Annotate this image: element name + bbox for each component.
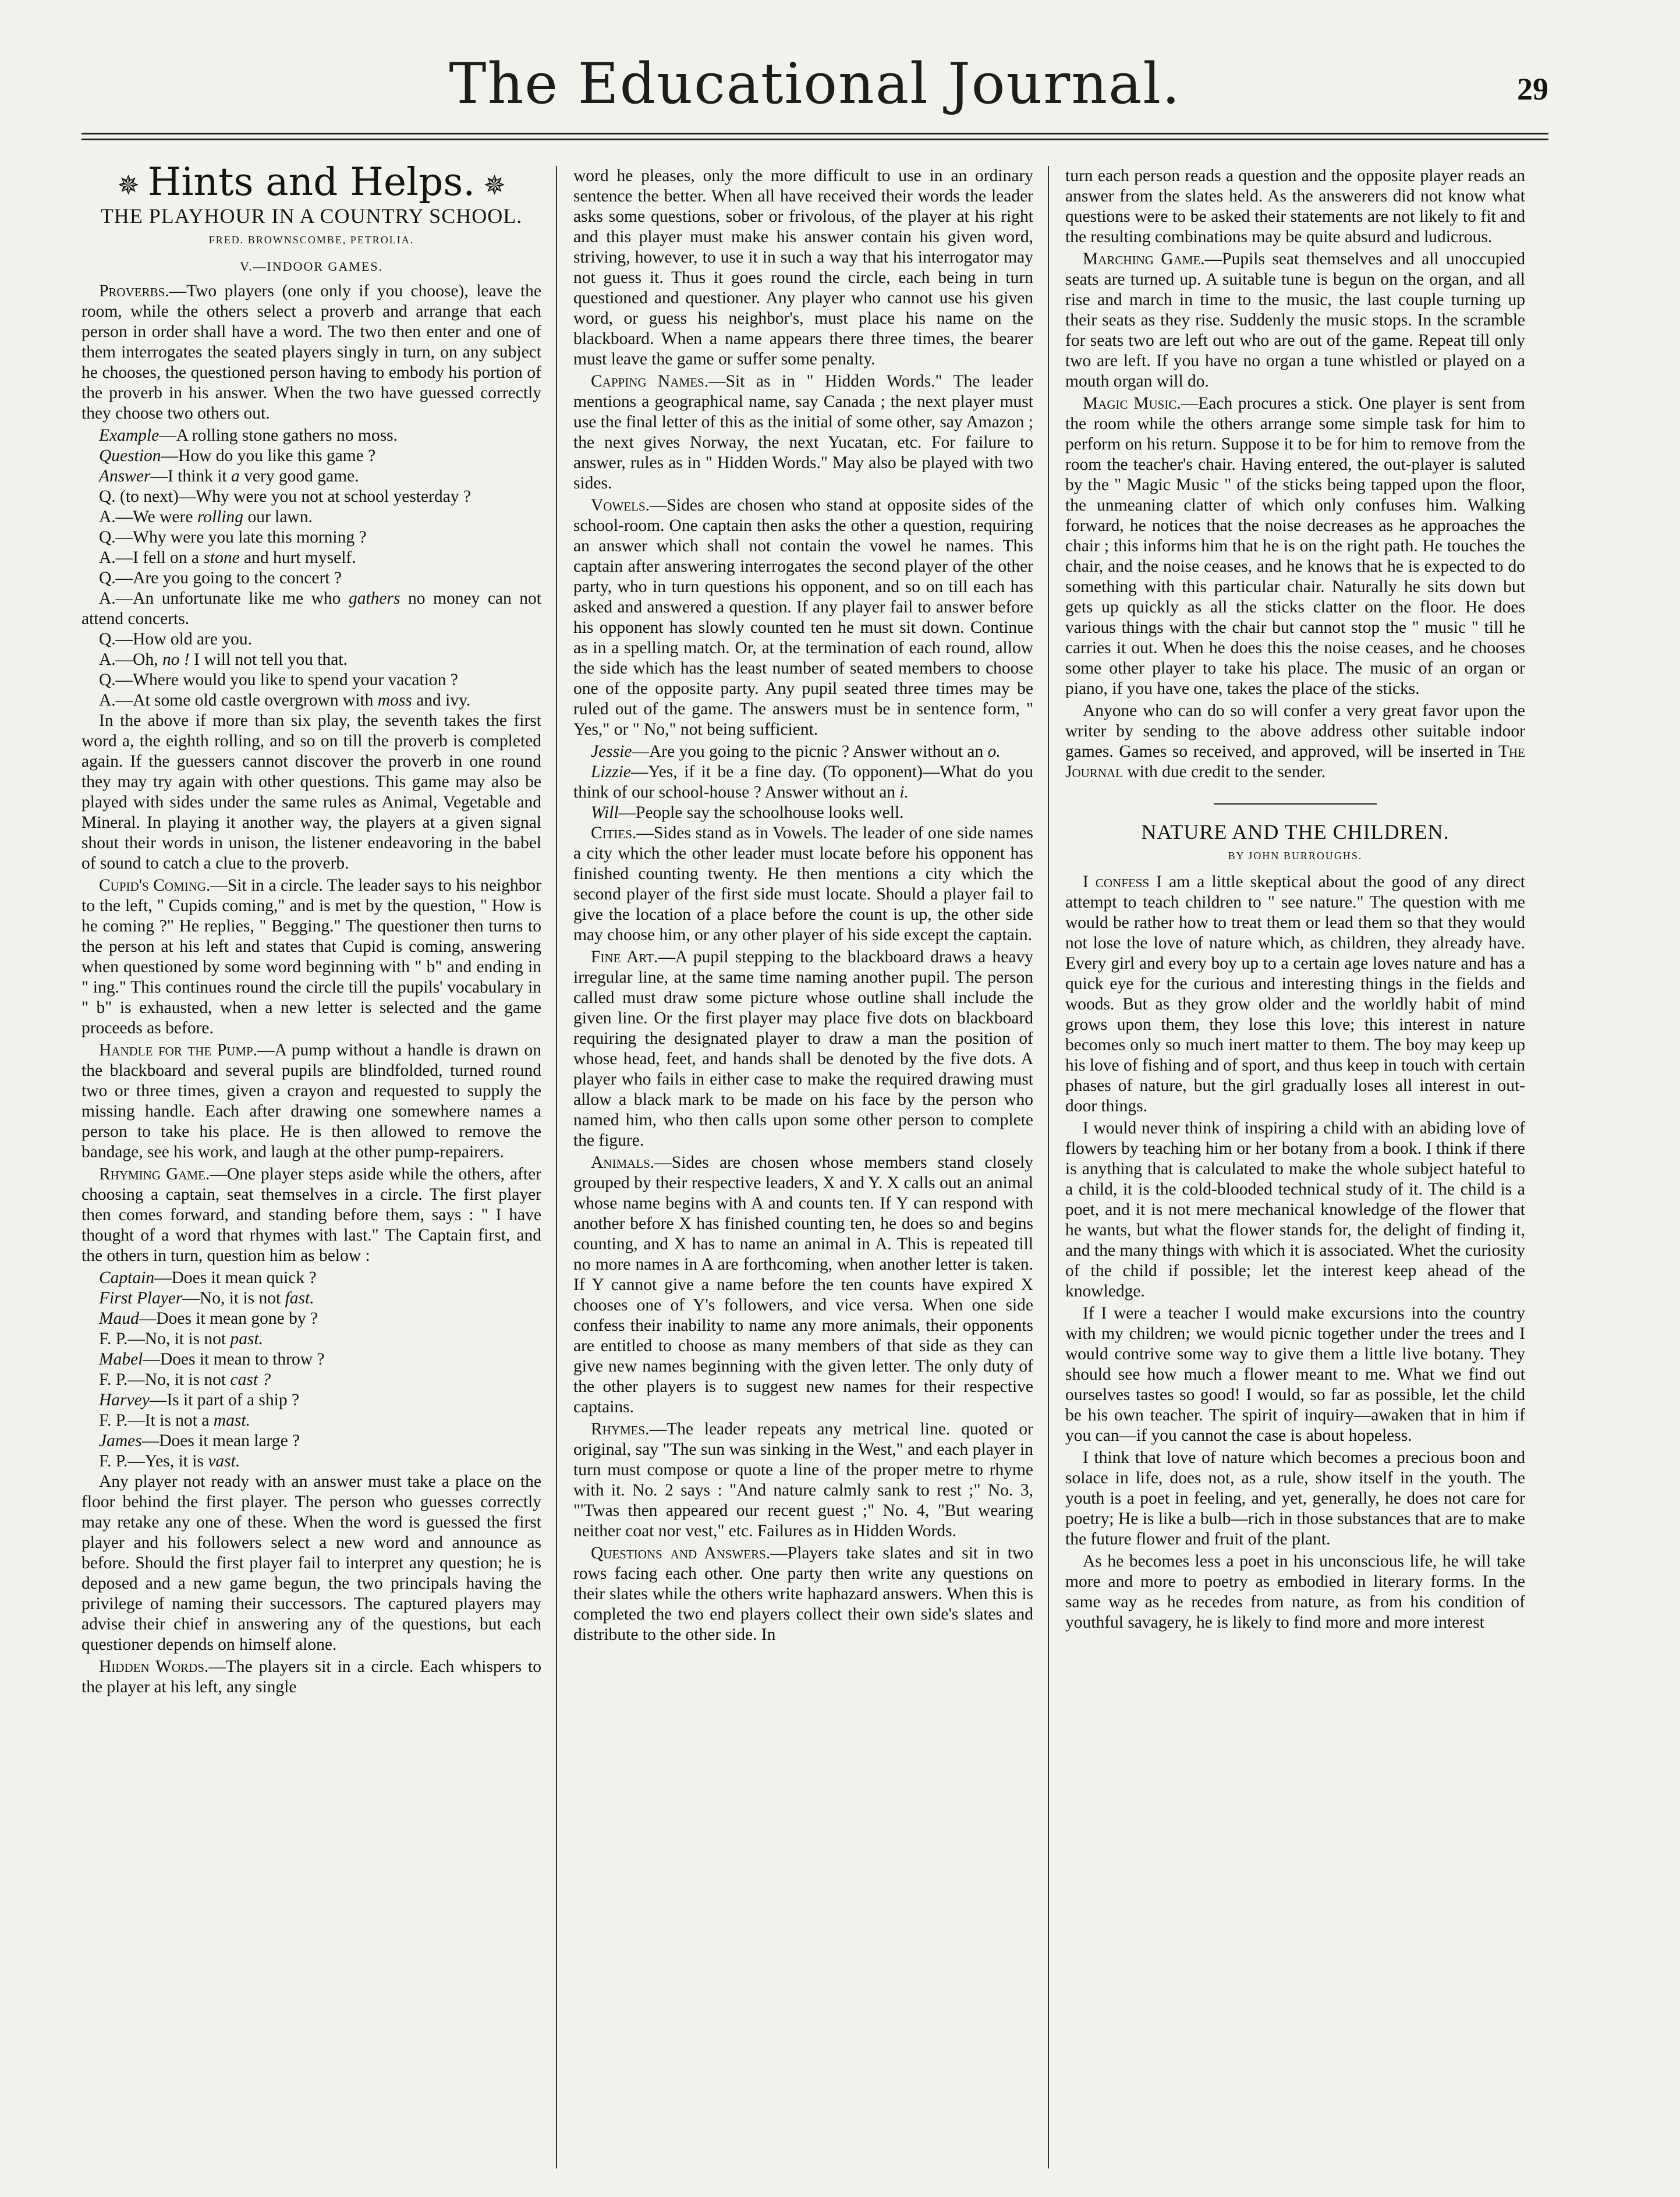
- nature-article-byline: BY JOHN BURROUGHS.: [1228, 850, 1363, 862]
- dialogue-line: First Player—No, it is not fast.: [99, 1288, 314, 1307]
- paragraph-nature-1: I confess I am a little skeptical about the good of any direct attempt to teach children to " see nature." The question with me would be rather how to treat them or lead them so that they would not lose the love of nature which, as children, they already have. Every girl and every boy up to a certain age loves nature and has a quick eye for the curious and interesting things in the fields and woods. But as they grow older and the worldly habit of mind grows upon them, they lose this love; this interest in nature becomes only so much inert matter to them. The boy may keep up his love of fishing and of sport, and thus keep in touch with certain phases of nature, but the girl gradually loses all interest in out-door things.: [1065, 873, 1525, 1115]
- paragraph-marching-game: Marching Game.—Pupils seat themselves and all unoccupied seats are turned up. A suitable tune is begun on the organ, and all rise and march in time to the music, the last couple turning up their seats as they rise. Suddenly the music stops. In the scramble for seats two are left out who are out of the game. Repeat till only two are left. If you have no organ a tune whistled or played on a mouth organ will do.: [1065, 250, 1525, 391]
- paragraph-vowels: Vowels.—Sides are chosen who stand at opposite sides of the school-room. One captain then asks the other a question, requiring an answer which shall not contain the vowel he names. This captain after answering interrogates the second player of the other party, who in turn questions his opponent, and so on till each has asked and answered a question. If any player fail to answer before his opponent has slowly counted ten he must sit down. Continue as in a spelling match. Or, at the termination of each round, allow the side which has the least number of seated members to choose one of the opposite party. Any pupil seated three times may be ruled out of the game. The answers must be in sentence form, " Yes," or " No," not being sufficient.: [573, 496, 1033, 739]
- masthead: [81, 35, 1548, 122]
- dialogue-line: Answer—I think it a very good game.: [99, 466, 359, 486]
- dialogue-line: Will—People say the schoolhouse looks well.: [591, 803, 904, 822]
- dialogue-line: A.—At some old castle overgrown with moss and ivy.: [99, 690, 471, 710]
- paragraph-cities: Cities.—Sides stand as in Vowels. The leader of one side names a city which the other leader must locate before his opponent has finished counting twenty. He then mentions a city which the second player of the first side must locate. Should a player fail to give the location of a place before the count is up, the other side may choose him, or any other player of his side except the captain.: [573, 824, 1033, 944]
- ornament-left-icon: ✵: [117, 169, 140, 201]
- column-divider-1: [556, 166, 557, 2168]
- paragraph-animals: Animals.—Sides are chosen whose members stand closely grouped by their respective leaders, X and Y. X calls out an animal whose name begins with A and counts ten. If Y can respond with another before X has finished counting ten, he does so and begins counting, and X has to name an animal in A. This is repeated till no more names in A are forthcoming, when another letter is taken. If Y cannot give a name before the ten counts have expired X chooses one of Y's followers, and vice versa. When one side confess their inability to name any more animals, their opponents are entitled to choose as many members of that side as they can give new names beginning with the given letter. The only duty of the other players is to suggest new names for their respective captains.: [573, 1153, 1033, 1416]
- article-byline: FRED. BROWNSCOMBE, PETROLIA.: [208, 233, 414, 246]
- dialogue-line: Q.—Are you going to the concert ?: [99, 568, 342, 587]
- article-subtitle: V.—INDOOR GAMES.: [239, 258, 384, 274]
- dialogue-line: Harvey—Is it part of a ship ?: [99, 1390, 300, 1409]
- paragraph-questions-answers: Questions and Answers.—Players take slates and sit in two rows facing each other. One party then write any questions on their slates while the others write haphazard answers. When this is completed the two end players collect their own side's slates and distribute to the other side. In: [573, 1544, 1033, 1644]
- masthead-rule-bottom: [81, 139, 1548, 140]
- paragraph-hidden-words-cont: word he pleases, only the more difficult to use in an ordinary sentence the better. When all have received their words the leader asks some questions, sober or frivolous, of the player at his right and this player must make his answer contain his given word, striving, however, to use it in such a way that his interrogator may not guess it. Thus it goes round the circle, each being in turn questioned and questioner. Any player who cannot use his given word, or guess his neighbor's, must place his name on the blackboard. When a name appears there three times, the bearer must leave the game or suffer some penalty.: [573, 166, 1033, 368]
- column-2: [573, 166, 1033, 2168]
- masthead-rule-top: [81, 133, 1548, 134]
- paragraph-above: In the above if more than six play, the seventh takes the first word a, the eighth rolling, and so on till the proverb is completed again. If the guessers cannot discover the proverb in one round they may try again with other questions. This game may also be played with sides under the same rules as Animal, Vegetable and Mineral. In playing it another way, the players at a given signal shout their words in unison, the listener endeavoring in the babel of sound to catch a clue to the proverb.: [81, 711, 541, 873]
- paragraph-rhyming-game: Rhyming Game.—One player steps aside while the others, after choosing a captain, seat themselves in a circle. The first player then comes forward, and standing before them, says : " I have thought of a word that rhymes with last." The Captain first, and the others in turn, question him as below :: [81, 1164, 541, 1265]
- dialogue-line: Q. (to next)—Why were you not at school yesterday ?: [99, 487, 471, 506]
- paragraph-nature-5: As he becomes less a poet in his unconscious life, he will take more and more to poetry as embodied in literary forms. In the same way as he recedes from nature, as from his condition of youthful savagery, he is likely to find more and more interest: [1065, 1552, 1525, 1632]
- paragraph-nature-3: If I were a teacher I would make excursions into the country with my children; we would picnic together under the trees and I would contrive some way to give them a little live botany. They should see how much a flower meant to me. What we find out ourselves tastes so good! I would, so far as possible, let the child be his own teacher. The spirit of inquiry—awaken that in him if you can—if you cannot the case is about hopeless.: [1065, 1304, 1525, 1445]
- paragraph-questions-answers-cont: turn each person reads a question and the opposite player reads an answer from the slates held. As the answerers did not know what questions were to be asked their statements are not likely to fit and the resulting combinations may be quite absurd and ludicrous.: [1065, 166, 1525, 246]
- section-divider: [1214, 803, 1377, 805]
- paragraph-request: Anyone who can do so will confer a very great favor upon the writer by sending to the above address other suitable indoor games. Games so received, and approved, will be inserted in The Journal with due credit to the sender.: [1065, 701, 1525, 781]
- dialogue-line: F. P.—It is not a mast.: [99, 1411, 250, 1430]
- article-title: THE PLAYHOUR IN A COUNTRY SCHOOL.: [100, 204, 523, 228]
- dialogue-line: Jessie—Are you going to the picnic ? Answer without an o.: [591, 742, 1001, 761]
- paragraph-cupids-coming: Cupid's Coming.—Sit in a circle. The leader says to his neighbor to the left, " Cupids coming," and is met by the question, " How is he coming ?" He replies, " Begging." The questioner then turns to the person at his left and states that Cupid is coming, answering when questioned by some word beginning with " b" and ending in " ing." This continues round the circle till the pupils' vocabulary in " b" is exhausted, when a new letter is selected and the game proceeds as before.: [81, 876, 541, 1037]
- nature-article-title: NATURE AND THE CHILDREN.: [1141, 820, 1449, 844]
- paragraph-handle-pump: Handle for the Pump.—A pump without a handle is drawn on the blackboard and several pupils are blindfolded, turned round two or three times, given a crayon and requested to supply the missing handle. Each after drawing one somewhere names a person to take his place. He is then allowed to remove the bandage, see his work, and laugh at the other pump-repairers.: [81, 1040, 541, 1161]
- dialogue-line: Maud—Does it mean gone by ?: [99, 1309, 318, 1328]
- dialogue-line: A.—I fell on a stone and hurt myself.: [99, 548, 356, 567]
- dialogue-line: A.—An unfortunate like me who gathers no money can not attend concerts.: [81, 589, 541, 628]
- paragraph-magic-music: Magic Music.—Each procures a stick. One player is sent from the room while the others arrange some simple task for him to perform on his return. Suppose it to be for him to remove from the room the teacher's chair. Having entered, the out-player is saluted by the " Magic Music " of the sticks being tapped upon the floor, the unmeaning clatter of which only confuses him. Walking forward, he notices that the noise decreases as he approaches the chair ; this informs him that he is on the right path. He touches the chair, and the noise ceases, and he knows that he is expected to do something with this particular chair. Naturally he sits down but gets up quickly as all the sticks clatter on the floor. He does various things with the chair but cannot stop the " music " till he carries it out. When he does this the noise ceases, and he chooses some other player to take his place. The music of an organ or piano, if you have one, takes the place of the sticks.: [1065, 394, 1525, 698]
- paragraph-fine-art: Fine Art.—A pupil stepping to the blackboard draws a heavy irregular line, at the same time naming another pupil. The person called must draw some picture whose outline shall include the given line. Or the first player may place five dots on blackboard requiring the designated player to draw a man the position of whose head, feet, and hands shall be denoted by the five dots. A player who fails in either case to make the required drawing must allow a black mark to be made on his face by the person who named him, who then calls upon some other person to complete the figure.: [573, 948, 1033, 1150]
- column-divider-2: [1048, 166, 1049, 2168]
- dialogue-line: James—Does it mean large ?: [99, 1431, 300, 1450]
- page-number: 29: [1517, 72, 1548, 107]
- paragraph-nature-4: I think that love of nature which becomes a precious boon and solace in life, does not, as a rule, show itself in the youth. The youth is a poet in feeling, and yet, generally, he does not care for poetry; He is like a bulb—rich in those substances that are to make the future flower and fruit of the plant.: [1065, 1448, 1525, 1548]
- ornament-right-icon: ✵: [483, 169, 506, 201]
- dialogue-line: F. P.—No, it is not past.: [99, 1329, 264, 1348]
- dialogue-line: Lizzie—Yes, if it be a fine day. (To opponent)—What do you think of our school-house ? Answer without an i.: [573, 763, 1033, 802]
- dialogue-line: Mabel—Does it mean to throw ?: [99, 1349, 325, 1369]
- journal-title: The Educational Journal.: [449, 51, 1181, 116]
- dialogue-line: A.—We were rolling our lawn.: [99, 507, 313, 526]
- paragraph-hidden-words: Hidden Words.—The players sit in a circle. Each whispers to the player at his left, any single: [81, 1657, 541, 1696]
- paragraph-proverbs: Proverbs.—Two players (one only if you choose), leave the room, while the others select a proverb and arrange that each person in order shall have a word. The two then enter and one of them interrogates the seated players singly in turn, on any subject he chooses, the questioned person having to embody his portion of the proverb in his answer. When the two have guessed correctly they choose two others out.: [81, 281, 541, 423]
- dialogue-line: F. P.—No, it is not cast ?: [99, 1370, 271, 1389]
- dialogue-line: Q.—Where would you like to spend your vacation ?: [99, 670, 458, 689]
- paragraph-nature-2: I would never think of inspiring a child with an abiding love of flowers by teaching him or her botany from a book. I think if there is anything that is calculated to make the whole subject hateful to a child, it is the cold-blooded technical study of it. The child is a poet, and it is not mere mechanical knowledge of the flower that he wants, but what the flower stands for, the delight of finding it, and the many things with which it is associated. Whet the curiosity of the child if possible; let the interest keep ahead of the knowledge.: [1065, 1119, 1525, 1301]
- dialogue-line: F. P.—Yes, it is vast.: [99, 1451, 240, 1470]
- paragraph-capping-names: Capping Names.—Sit as in " Hidden Words." The leader mentions a geographical name, say Canada ; the next player must use the final letter of this as the initial of some other, say Amazon ; the next gives Norway, the next Yucatan, etc. For failure to answer, rules as in " Hidden Words." May also be played with two sides.: [573, 372, 1033, 492]
- paragraph-rhymes: Rhymes.—The leader repeats any metrical line. quoted or original, say "The sun was sinking in the West," and each player in turn must compose or quote a line of the proper metre to rhyme with it. No. 2 says : "And nature calmly sank to rest ;" No. 3, "'Twas then appeared our recent guest ;" No. 4, "But wearing neither coat nor vest," etc. Failures as in Hidden Words.: [573, 1420, 1033, 1540]
- dialogue-line: Q.—Why were you late this morning ?: [99, 527, 367, 547]
- hints-and-helps-banner: ✵ Hints and Helps. ✵: [81, 172, 541, 196]
- dialogue-line: A.—Oh, no ! I will not tell you that.: [99, 650, 348, 669]
- dialogue-line: Example—A rolling stone gathers no moss.: [99, 426, 398, 445]
- dialogue-line: Q.—How old are you.: [99, 629, 252, 649]
- paragraph-after-rhyme: Any player not ready with an answer must take a place on the floor behind the first player. The person who guesses correctly may retake any one of these. When the word is guessed the first player and his followers select a new word and announce as before. Should the first player fail to interpret any question; he is deposed and a new game begun, the two principals having the privilege of naming their successors. The captured players may advise their chief in answering any of the questions, but each questioner depends on himself alone.: [81, 1472, 541, 1654]
- column-1: [81, 166, 541, 2168]
- dialogue-line: Captain—Does it mean quick ?: [99, 1268, 317, 1287]
- dialogue-line: Question—How do you like this game ?: [99, 446, 376, 465]
- column-3: [1065, 166, 1525, 2168]
